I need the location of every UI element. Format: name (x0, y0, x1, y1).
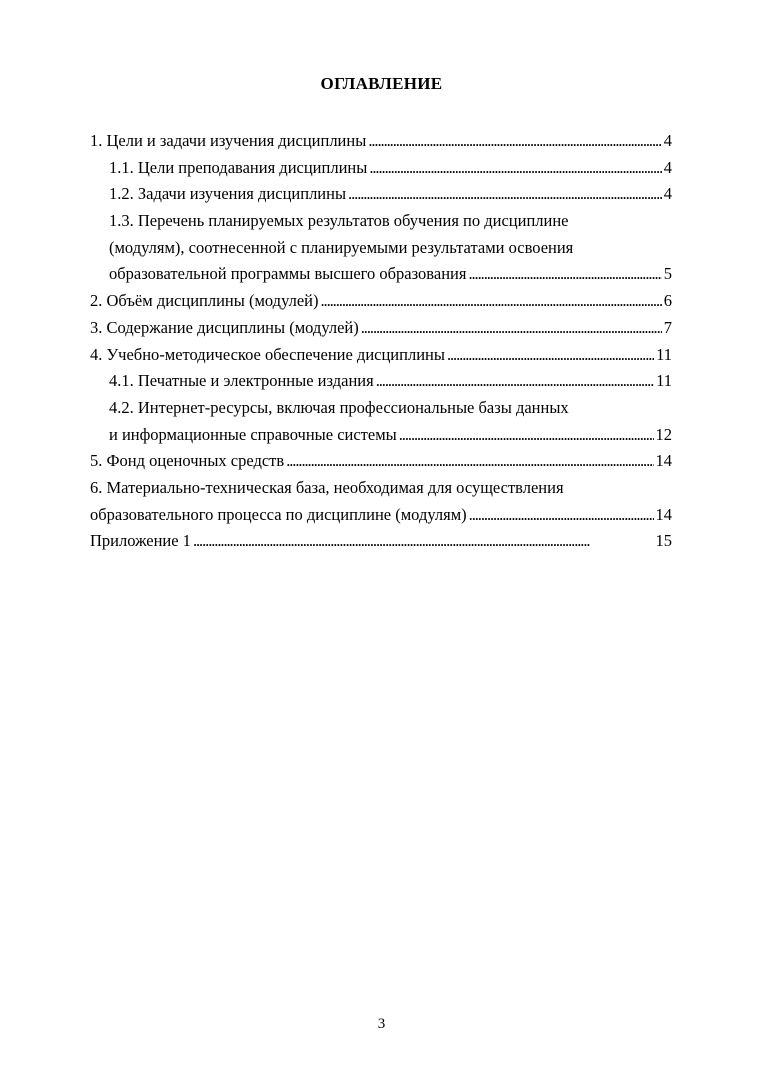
toc-entry-label: 2. Объём дисциплины (модулей) (90, 291, 319, 311)
toc-entry-page: 4 (663, 184, 672, 204)
toc-entry-label: образовательного процесса по дисциплине (модулям) (90, 504, 467, 524)
toc-entry-line[interactable]: 1.3. Перечень планируемых результатов обучения по дисциплине (109, 211, 569, 231)
toc-entry-label: Приложение 1 (90, 531, 191, 551)
toc-entry-page: 7 (663, 317, 672, 337)
toc-entry-label: 1. Цели и задачи изучения дисциплины (90, 131, 367, 150)
toc-entry-page: 5 (663, 264, 672, 284)
toc-entry[interactable] (90, 155, 672, 182)
toc-entry[interactable] (90, 448, 672, 475)
toc-entry-label: и информационные справочные системы (109, 424, 397, 444)
page-number: 3 (377, 1016, 386, 1032)
toc-title: ОГЛАВЛЕНИЕ (320, 74, 443, 93)
toc-entry-page: 12 (655, 424, 672, 444)
toc-entry-line[interactable]: 6. Материально-техническая база, необходимая для осуществления (90, 477, 564, 497)
toc-entry[interactable] (90, 422, 672, 449)
toc-leader-dots (447, 342, 654, 369)
toc-leader-dots (286, 448, 653, 475)
toc-entry[interactable] (90, 528, 672, 555)
toc-entry-label: 1.1. Цели преподавания дисциплины (109, 157, 368, 177)
toc-leader-dots (348, 181, 662, 208)
toc-entry[interactable] (90, 315, 672, 342)
toc-leader-dots (468, 261, 661, 288)
toc-leader-dots (376, 368, 654, 395)
table-of-contents (90, 128, 672, 555)
toc-entry-page: 14 (655, 451, 672, 471)
toc-leader-dots (361, 315, 662, 342)
toc-entry-page: 4 (663, 131, 672, 150)
toc-entry-label: 4.1. Печатные и электронные издания (109, 371, 374, 391)
toc-leader-dots (369, 155, 661, 182)
toc-leader-dots (469, 502, 654, 529)
toc-entry-page: 11 (656, 344, 672, 364)
toc-entry-page: 14 (655, 504, 672, 524)
toc-leader-dots (368, 128, 661, 155)
toc-leader-dots (193, 528, 654, 555)
toc-entry[interactable] (90, 368, 672, 395)
toc-entry[interactable] (90, 342, 672, 369)
toc-entry[interactable] (90, 288, 672, 315)
toc-entry-page: 6 (663, 291, 672, 311)
toc-leader-dots (320, 288, 661, 315)
toc-entry[interactable] (90, 261, 672, 288)
toc-entry-label: 4. Учебно-методическое обеспечение дисциплины (90, 344, 445, 364)
toc-entry-label: 5. Фонд оценочных средств (90, 451, 285, 471)
toc-leader-dots (399, 422, 654, 449)
toc-entry-line[interactable]: 4.2. Интернет-ресурсы, включая профессиональные базы данных (109, 397, 569, 417)
toc-entry[interactable] (90, 502, 672, 529)
toc-entry-line[interactable]: (модулям), соотнесенной с планируемыми результатами освоения (109, 237, 574, 257)
toc-entry-label: 3. Содержание дисциплины (модулей) (90, 317, 359, 337)
toc-entry[interactable] (90, 128, 672, 155)
toc-entry-page: 15 (655, 531, 672, 551)
toc-entry[interactable] (90, 181, 672, 208)
toc-entry-page: 4 (663, 157, 672, 177)
toc-entry-label: 1.2. Задачи изучения дисциплины (109, 184, 347, 204)
toc-entry-label: образовательной программы высшего образования (109, 264, 467, 284)
toc-entry-page: 11 (656, 371, 672, 391)
